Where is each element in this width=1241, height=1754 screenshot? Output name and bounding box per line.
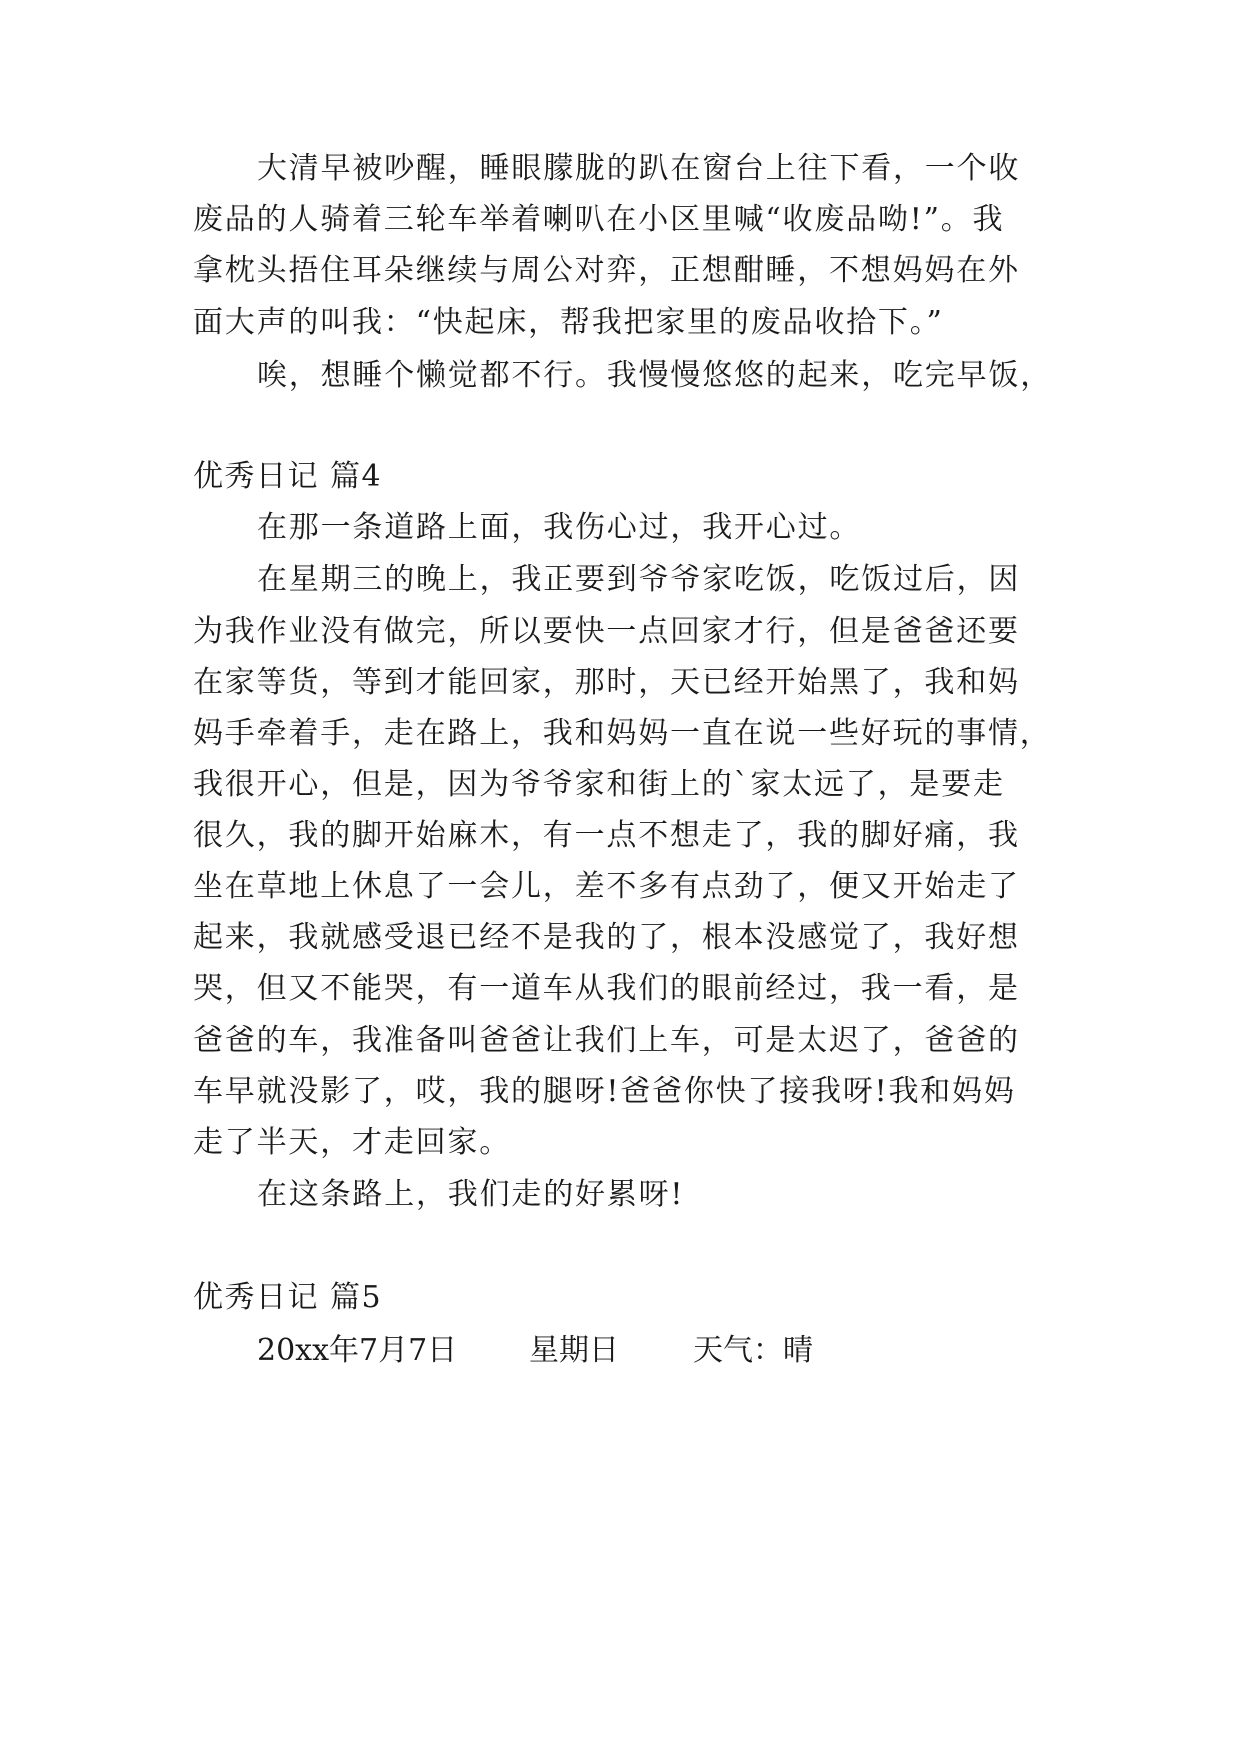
paragraph-line: 爸爸的车，我准备叫爸爸让我们上车，可是太迟了，爸爸的 [193,1023,1020,1058]
section-heading: 优秀日记 篇4 [193,459,383,494]
paragraph-line: 在家等货，等到才能回家，那时，天已经开始黑了，我和妈 [193,665,1020,700]
paragraph-line: 唉，想睡个懒觉都不行。我慢慢悠悠的起来，吃完早饭， [257,358,1052,393]
paragraph-line: 为我作业没有做完，所以要快一点回家才行，但是爸爸还要 [193,614,1020,649]
paragraph-line: 很久，我的脚开始麻木，有一点不想走了，我的脚好痛，我 [193,818,1020,853]
paragraph-line: 在这条路上，我们走的好累呀! [257,1177,685,1212]
paragraph-line: 坐在草地上休息了一会儿，差不多有点劲了，便又开始走了 [193,869,1020,904]
diary-weekday: 星期日 [529,1333,619,1368]
paragraph-line: 面大声的叫我：“快起床，帮我把家里的废品收拾下。” [193,305,944,340]
paragraph-line: 拿枕头捂住耳朵继续与周公对弈，正想酣睡，不想妈妈在外 [193,253,1020,288]
paragraph-line: 废品的人骑着三轮车举着喇叭在小区里喊“收废品呦!”。我 [193,202,1005,237]
paragraph-line: 在那一条道路上面，我伤心过，我开心过。 [257,510,862,545]
paragraph-line: 起来，我就感受退已经不是我的了，根本没感觉了，我好想 [193,920,1020,955]
paragraph-line: 车早就没影了，哎，我的腿呀!爸爸你快了接我呀!我和妈妈 [193,1074,1016,1109]
paragraph-line: 我很开心，但是，因为爷爷家和街上的`家太远了，是要走 [193,767,1005,802]
paragraph-line: 妈手牵着手，走在路上，我和妈妈一直在说一些好玩的事情， [193,716,1052,751]
paragraph-line: 哭，但又不能哭，有一道车从我们的眼前经过，我一看，是 [193,971,1020,1006]
section-heading: 优秀日记 篇5 [193,1280,383,1315]
diary-date-line [257,1331,877,1371]
paragraph-line: 在星期三的晚上，我正要到爷爷家吃饭，吃饭过后，因 [257,562,1021,597]
diary-date: 20xx年7月7日 [257,1333,458,1368]
diary-weather: 天气：晴 [693,1333,813,1368]
paragraph-line: 大清早被吵醒，睡眼朦胧的趴在窗台上往下看，一个收 [257,151,1021,186]
paragraph-line: 走了半天，才走回家。 [193,1125,511,1160]
